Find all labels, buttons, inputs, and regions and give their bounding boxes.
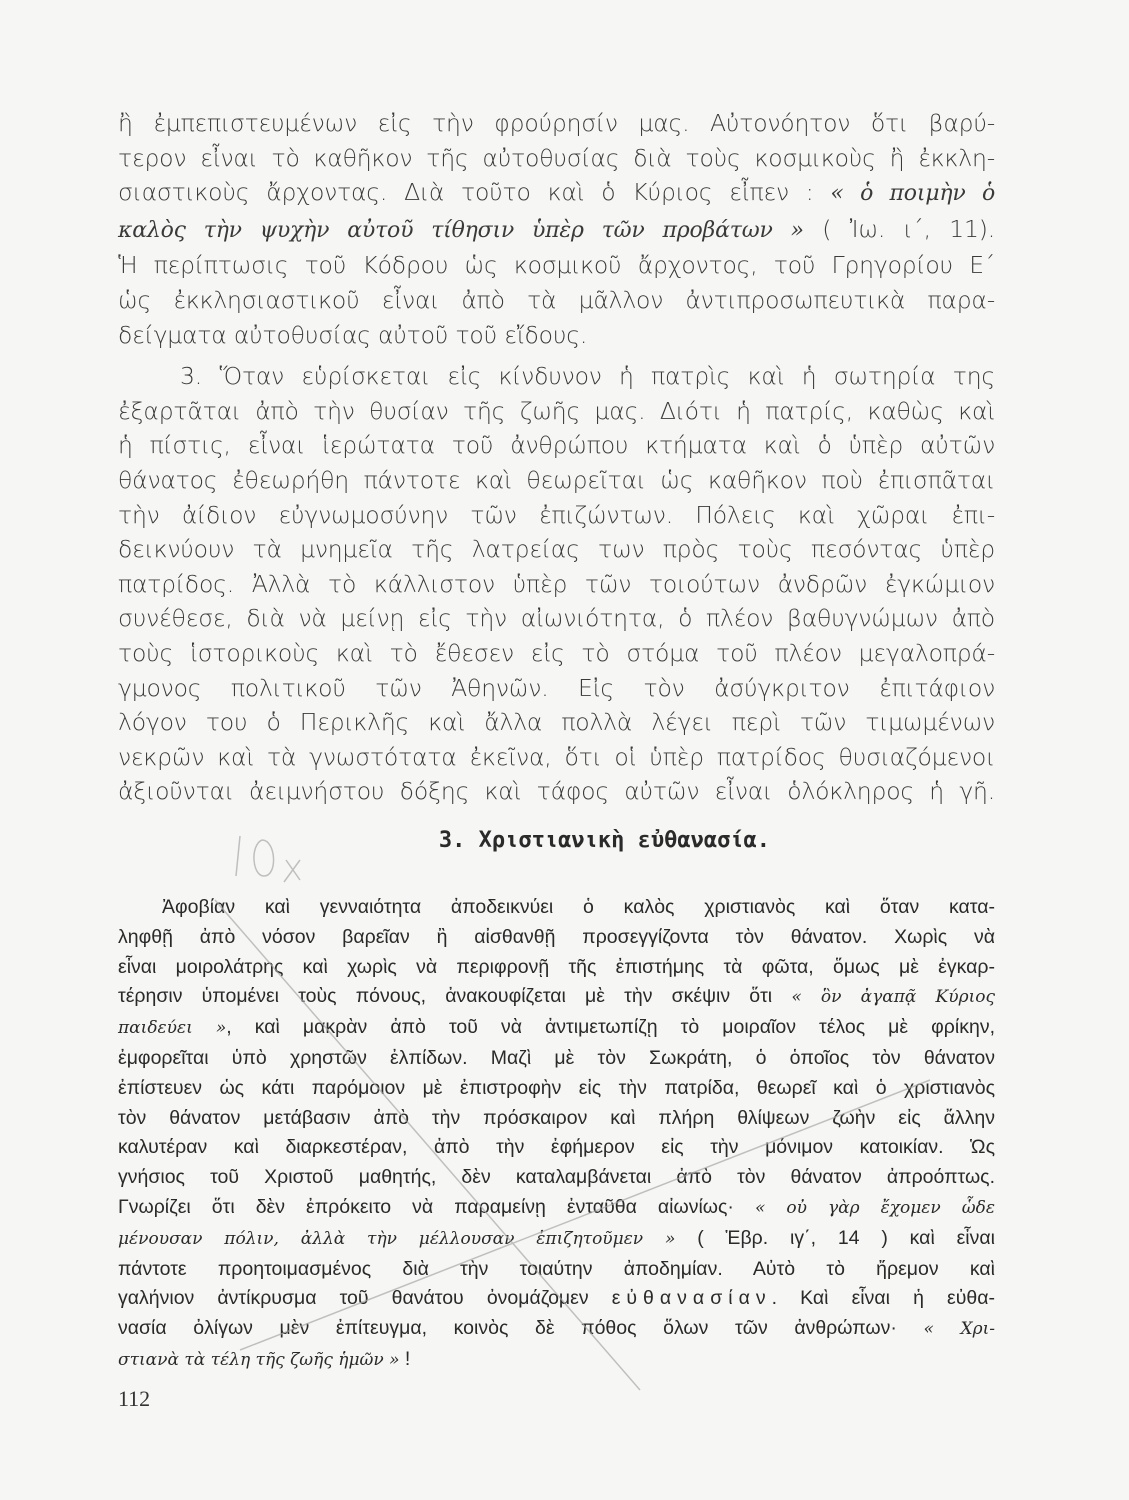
text-segment: συνέθεσε, διὰ νὰ μείνῃ εἰς τὴν αἰωνιότητα, ὁ πλέον βαθυγνώμων ἀπὸ [118,604,995,633]
section-text-block [118,893,995,1376]
text-line [118,671,995,706]
text-line [118,636,995,671]
text-segment: ( Ἰω. ι΄, 11). [803,214,995,243]
text-line [118,923,995,953]
text-line [118,248,995,283]
text-segment: καλυτέραν καὶ διαρκεστέραν, ἀπὸ τὴν ἐφήμερον εἰς τὴν μόνιμον κατοικίαν. Ὡς [118,1136,995,1159]
text-segment: τοὺς ἱστορικοὺς καὶ τὸ ἔθεσεν εἰς τὸ στόμα τοῦ πλέον μεγαλοπρά- [118,638,995,667]
text-line [118,428,995,463]
text-segment: ληφθῇ ἀπὸ νόσον βαρεῖαν ἢ αἰσθανθῇ προσεγγίζοντα τὸν θάνατον. Χωρὶς νὰ [118,925,995,948]
text-line [118,394,995,429]
text-line [118,601,995,636]
text-segment: λόγον του ὁ Περικλῆς καὶ ἄλλα πολλὰ λέγει περὶ τῶν τιμωμένων [118,708,995,737]
text-segment: ἡ πίστις, εἶναι ἱερώτατα τοῦ ἀνθρώπου κτήματα καὶ ὁ ὑπὲρ αὐτῶν [118,431,995,460]
text-line [118,1074,995,1104]
text-segment: πάντοτε προητοιμασμένος διὰ τὴν τοιαύτην ἀποδημίαν. Αὐτὸ τὸ ἤρεμον καὶ [118,1257,995,1280]
text-segment: τὸν θάνατον μετάβασιν ἀπὸ τὴν πρόσκαιρον καὶ πλήρη θλίψεων ζωὴν εἰς ἄλλην [118,1106,995,1129]
quotation-text: « ὁ ποιμὴν ὁ [830,181,995,207]
text-segment: 3. Ὅταν εὑρίσκεται εἰς κίνδυνον ἡ πατρὶς καὶ ἡ σωτηρία της [180,362,995,391]
text-line [118,283,995,318]
text-segment: νασία ὀλίγων μὲν ἐπίτευγμα, κοινὸς δὲ πόθος ὅλων τῶν ἀνθρώπων· [118,1317,924,1340]
text-line [118,1044,995,1074]
text-segment: . Καὶ εἶναι ἡ εὐθα- [771,1287,995,1310]
quotation-text: μένουσαν πόλιν, ἀλλὰ τὴν μέλλουσαν ἐπιζητοῦμεν » [118,1228,676,1249]
text-segment: πατρίδος. Ἀλλὰ τὸ κάλλιστον ὑπὲρ τῶν τοιούτων ἀνδρῶν ἐγκώμιον [118,569,995,598]
text-segment: Γνωρίζει ὅτι δὲν ἐπρόκειτο νὰ παραμείνῃ ἐνταῦθα αἰωνίως· [118,1195,755,1218]
text-line [118,106,995,141]
text-line [118,1163,995,1193]
text-segment: ἐπίστευεν ὡς κάτι παρόμοιον μὲ ἐπιστροφὴν εἰς τὴν πατρίδα, θεωρεῖ καὶ ὁ χριστιανὸς [118,1076,995,1099]
text-line [118,359,995,394]
text-segment: τὴν ἀίδιον εὐγνωμοσύνην τῶν ἐπιζώντων. Πόλεις καὶ χῶραι ἐπι- [118,500,995,529]
text-segment: ἀξιοῦνται ἀειμνήστου δόξης καὶ τάφος αὐτῶν εἶναι ὁλόκληρος ἡ γῆ. [118,777,995,806]
text-line [118,498,995,533]
quotation-text: « οὐ γὰρ ἔχομεν ὧδε [754,1197,995,1218]
text-line [118,740,995,775]
text-line [118,1133,995,1163]
text-line [118,982,995,1013]
paragraph-gap [118,352,995,359]
text-segment: γμονος πολιτικοῦ τῶν Ἀθηνῶν. Εἰς τὸν ἀσύγκριτον ἐπιτάφιον [118,673,995,702]
text-segment: ὡς ἐκκλησιαστικοῦ εἶναι ἀπὸ τὰ μᾶλλον ἀντιπροσωπευτικὰ παρα- [118,285,995,314]
text-line [118,567,995,602]
text-line [118,141,995,176]
text-line [118,463,995,498]
text-segment: ! [399,1347,411,1370]
text-segment: ἐξαρτᾶται ἀπὸ τὴν θυσίαν τῆς ζωῆς μας. Διότι ἡ πατρίς, καθὼς καὶ [118,396,995,425]
quotation-text: καλὸς τὴν ψυχὴν αὐτοῦ τίθησιν ὑπὲρ τῶν προβάτων » [118,217,804,243]
text-line [118,1224,995,1255]
text-line [118,318,995,353]
page-number: 112 [118,1386,151,1411]
text-line [118,175,995,212]
text-line [118,212,995,249]
text-line [118,705,995,740]
main-text-block [118,106,995,809]
text-segment: , καὶ μακρὰν ἀπὸ τοῦ νὰ ἀντιμετωπίζῃ τὸ μοιραῖον τέλος μὲ φρίκην, [226,1016,995,1039]
text-line [118,1255,995,1285]
text-segment: θάνατος ἐθεωρήθη πάντοτε καὶ θεωρεῖται ὡς καθῆκον ποὺ ἐπισπᾶται [118,465,995,494]
text-line [118,1284,995,1314]
text-segment: ἐμφορεῖται ὑπὸ χρηστῶν ἐλπίδων. Μαζὶ μὲ τὸν Σωκράτη, ὁ ὁποῖος τὸν θάνατον [118,1046,995,1069]
text-line [118,893,995,923]
text-segment: ἢ ἐμπεπιστευμένων εἰς τὴν φρούρησίν μας. Αὐτονόητον ὅτι βαρύ- [118,109,995,137]
text-segment: τέρησιν ὑπομένει τοὺς πόνους, ἀνακουφίζεται μὲ τὴν σκέψιν ὅτι [118,985,792,1008]
text-segment: σιαστικοὺς ἄρχοντας. Διὰ τοῦτο καὶ ὁ Κύριος εἶπεν : [118,178,831,207]
section-heading: 3. Χριστιανικὴ εὐθανασία. [438,828,771,853]
text-line [118,1104,995,1134]
text-segment: δεικνύουν τὰ μνημεῖα τῆς λατρείας των πρὸς τοὺς πεσόντας ὑπὲρ [118,535,995,564]
text-line [118,953,995,983]
quotation-text: « ὃν ἀγαπᾷ Κύριος [791,987,996,1008]
quotation-text: « Χρι- [923,1319,996,1340]
quotation-text: παιδεύει » [118,1018,227,1039]
text-segment: Ἡ περίπτωσις τοῦ Κόδρου ὡς κοσμικοῦ ἄρχοντος, τοῦ Γρηγορίου Ε΄ [118,251,995,280]
text-segment: γνήσιος τοῦ Χριστοῦ μαθητής, δὲν καταλαμβάνεται ἀπὸ τὸν θάνατον ἀπροόπτως. [118,1166,995,1189]
text-line [118,1314,995,1345]
text-segment: εἶναι μοιρολάτρης καὶ χωρὶς νὰ περιφρονῇ τῆς ἐπιστήμης τὰ φῶτα, ὅμως μὲ ἐγκαρ- [118,955,995,978]
emphasized-word: εὐθανασίαν [611,1287,772,1310]
text-line [118,1193,995,1224]
pencil-numeral-mark [284,860,300,882]
text-line [118,1345,995,1376]
quotation-text: στιανὰ τὰ τέλη τῆς ζωῆς ἡμῶν » [118,1349,400,1370]
text-line [118,532,995,567]
text-segment: ( Ἑβρ. ιγ΄, 14 ) καὶ εἶναι [675,1226,996,1249]
text-line [118,774,995,809]
text-segment: τερον εἶναι τὸ καθῆκον τῆς αὐτοθυσίας διὰ τοὺς κοσμικοὺς ἢ ἐκκλη- [118,143,995,172]
text-segment: γαλήνιον ἀντίκρυσμα τοῦ θανάτου ὀνομάζομεν [118,1287,612,1310]
text-segment: Ἀφοβίαν καὶ γενναιότητα ἀποδεικνύει ὁ καλὸς χριστιανὸς καὶ ὅταν κατα- [162,896,995,918]
text-line [118,1013,995,1044]
text-segment: νεκρῶν καὶ τὰ γνωστότατα ἐκεῖνα, ὅτι οἱ ὑπὲρ πατρίδος θυσιαζόμενοι [118,742,995,771]
text-segment: δείγματα αὐτοθυσίας αὐτοῦ τοῦ εἴδους. [118,320,588,349]
